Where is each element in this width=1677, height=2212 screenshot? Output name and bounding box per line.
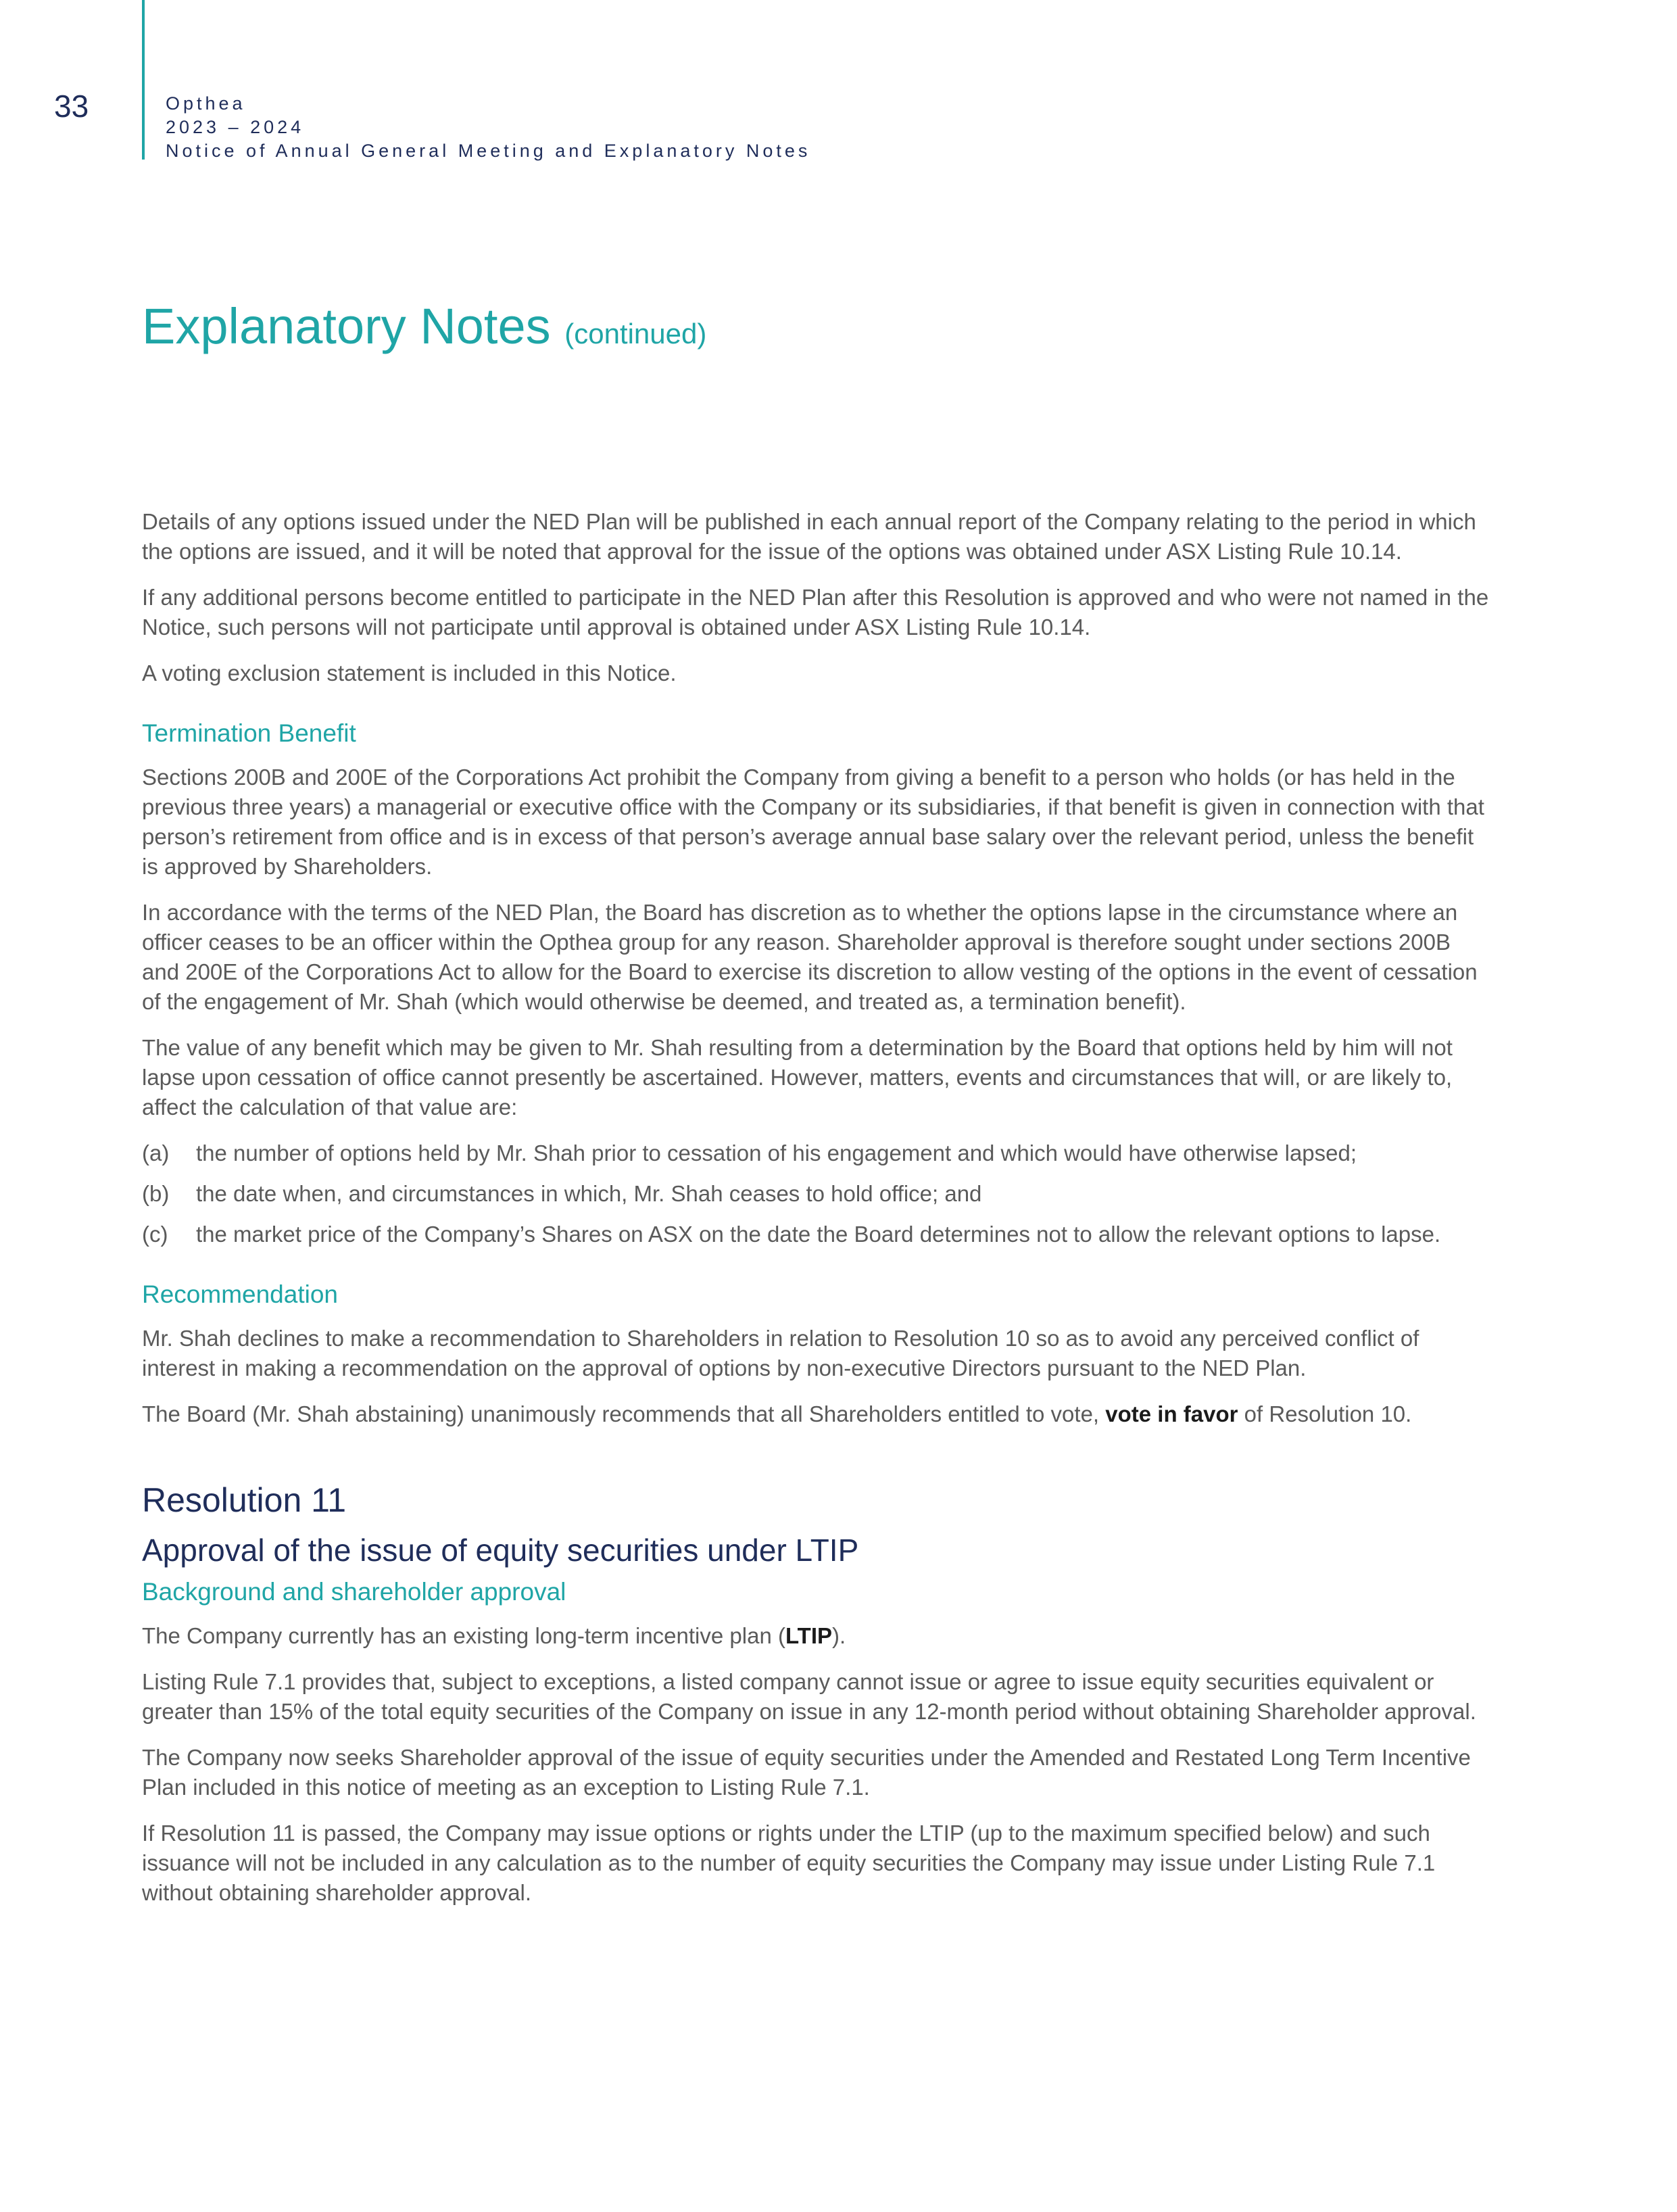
resolution-11-subheading: Approval of the issue of equity securities under LTIP (142, 1533, 859, 1568)
company-name: Opthea (166, 93, 246, 114)
termination-paragraph-2: In accordance with the terms of the NED Plan, the Board has discretion as to whether the options lapse in the circumstance where an officer ceases to be an officer within the Opthea group for any reason. Shareholder approval is therefore sought under sections 200B and 200E of the Corporations Act to allow for the Board to exercise its discretion to allow vesting of the options in the event of cessation of the engagement of Mr. Shah (which would otherwise be deemed, and treated as, a termination benefit). (142, 900, 1478, 1014)
list-item-text: the market price of the Company’s Shares on ASX on the date the Board determines not to allow the relevant options to lapse. (196, 1222, 1441, 1247)
page-title-main: Explanatory Notes (142, 298, 551, 354)
report-years: 2023 – 2024 (166, 117, 305, 137)
list-item-marker: (c) (142, 1222, 168, 1247)
background-heading: Background and shareholder approval (142, 1578, 566, 1606)
intro-paragraph-1: Details of any options issued under the NED Plan will be published in each annual report of the Company relating to the period in which the options are issued, and it will be noted that approval for the issue of the options was obtained under ASX Listing Rule 10.14. (142, 509, 1476, 564)
recommendation-emphasis: vote in favor (1105, 1401, 1238, 1426)
termination-heading: Termination Benefit (142, 719, 356, 747)
recommendation-text-end: of Resolution 10. (1238, 1401, 1412, 1426)
list-item (142, 1138, 1494, 1168)
intro-paragraph-3: A voting exclusion statement is included in this Notice. (142, 660, 677, 686)
recommendation-paragraph-1: Mr. Shah declines to make a recommendation to Shareholders in relation to Resolution 10 so as to avoid any perceived conflict of interest in making a recommendation on the approval of options by non-executive Directors pursuant to the NED Plan. (142, 1326, 1419, 1380)
termination-paragraph-1: Sections 200B and 200E of the Corporations Act prohibit the Company from giving a benefit to a person who holds (or has held in the previous three years) a managerial or executive office with the Company or its subsidiaries, if that benefit is given in connection with that person’s retirement from office and is in excess of that person’s average annual base salary over the relevant period, unless the benefit is approved by Shareholders. (142, 765, 1484, 879)
list-item (142, 1179, 1494, 1209)
resolution-11-paragraph-3: The Company now seeks Shareholder approval of the issue of equity securities under the Amended and Restated Long Term Incentive Plan included in this notice of meeting as an exception to Listing Rule 7.1. (142, 1745, 1471, 1800)
list-item-marker: (b) (142, 1181, 170, 1206)
resolution-11-paragraph-4: If Resolution 11 is passed, the Company may issue options or rights under the LTIP (up to the maximum specified below) and such issuance will not be included in any calculation as to the number of equity securities the Company may issue under Listing Rule 7.1 without obtaining shareholder approval. (142, 1821, 1436, 1905)
page-title (142, 297, 706, 355)
ltip-text-end: ). (832, 1623, 846, 1648)
resolution-11-paragraph-1 (142, 1621, 1494, 1651)
termination-list (142, 1138, 1494, 1249)
running-header (166, 92, 810, 163)
document-title: Notice of Annual General Meeting and Explanatory Notes (166, 141, 811, 161)
termination-paragraph-3: The value of any benefit which may be given to Mr. Shah resulting from a determination by the Board that options held by him will not lapse upon cessation of office cannot presently be ascertained. However, matters, events and circumstances that will, or are likely to, affect the calculation of that value are: (142, 1035, 1453, 1120)
page-number: 33 (54, 89, 89, 124)
resolution-11-heading: Resolution 11 (142, 1481, 347, 1519)
page-title-suffix: (continued) (564, 318, 707, 350)
list-item-text: the date when, and circumstances in which, Mr. Shah ceases to hold office; and (196, 1181, 982, 1206)
main-content (142, 507, 1494, 1924)
recommendation-heading: Recommendation (142, 1280, 338, 1308)
intro-paragraph-2: If any additional persons become entitled to participate in the NED Plan after this Resolution is approved and who were not named in the Notice, such persons will not participate until approval is obtained under ASX Listing Rule 10.14. (142, 585, 1489, 640)
list-item-text: the number of options held by Mr. Shah prior to cessation of his engagement and which would have otherwise lapsed; (196, 1140, 1357, 1165)
ltip-emphasis: LTIP (785, 1623, 833, 1648)
recommendation-paragraph-2 (142, 1399, 1494, 1429)
recommendation-text-start: The Board (Mr. Shah abstaining) unanimously recommends that all Shareholders entitled to vote, (142, 1401, 1106, 1426)
list-item (142, 1220, 1494, 1249)
ltip-text-start: The Company currently has an existing long-term incentive plan ( (142, 1623, 785, 1648)
resolution-11-paragraph-2: Listing Rule 7.1 provides that, subject to exceptions, a listed company cannot issue or agree to issue equity securities equivalent or greater than 15% of the total equity securities of the Company on issue in any 12-month period without obtaining Shareholder approval. (142, 1669, 1476, 1724)
header-divider (142, 0, 145, 160)
list-item-marker: (a) (142, 1140, 170, 1165)
